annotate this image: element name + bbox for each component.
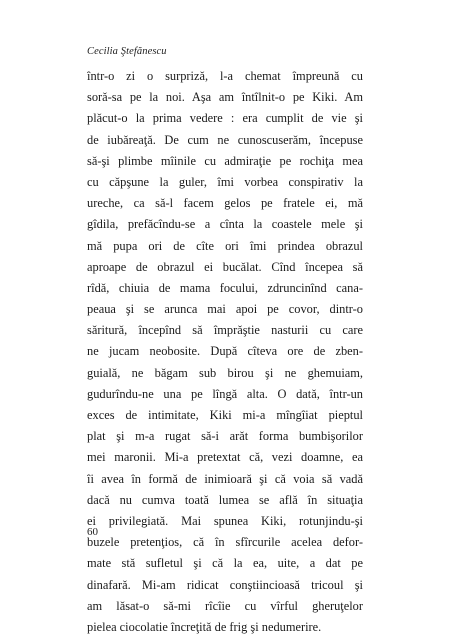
text-line: dinafarǎ. Mi-am ridicat conştiincioasǎ tricoul şi: [87, 577, 363, 592]
text-line: guialǎ, ne bǎgam sub birou şi ne ghemuiam,: [87, 365, 363, 380]
text-line: aproape de obrazul ei bucǎlat. Cînd începea sǎ: [87, 259, 363, 274]
running-head-author: Cecilia Ştefănescu: [87, 46, 167, 57]
text-line-last: pielea ciocolatie încreţitǎ de frig şi nedumerire.: [87, 619, 322, 634]
text-line: mei maronii. Mi-a pretextat cǎ, vezi doamne, ea: [87, 450, 363, 465]
text-line: peaua şi se arunca mai apoi pe covor, dintr-o: [87, 302, 363, 317]
text-line: mǎ pupa ori de cîte ori îmi prindea obrazul: [87, 238, 363, 253]
page-number: 60: [87, 526, 98, 538]
text-line: ne jucam neobosite. Dupǎ cîteva ore de zben-: [87, 344, 363, 359]
text-line: mate stǎ sufletul şi cǎ la ea, uite, a dat pe: [87, 556, 363, 571]
text-line: plǎcut-o la prima vedere : era cumplit de vie şi: [87, 111, 363, 126]
text-line: sorǎ-sa pe la noi. Aşa am întîlnit-o pe Kiki. Am: [87, 90, 363, 105]
text-line: rîdǎ, chiuia de mama focului, zdruncinînd cana-: [87, 280, 363, 295]
text-line: cu cǎpşune la guler, îmi vorbea conspirativ la: [87, 174, 363, 189]
text-line: sǎriturǎ, începînd sǎ împrǎştie nasturii cu care: [87, 323, 363, 338]
text-line: plat şi m-a rugat sǎ-i arǎt forma bumbişorilor: [87, 429, 363, 444]
text-line: ureche, ca sǎ-l facem gelos pe fratele ei, mǎ: [87, 196, 363, 211]
text-line: am lǎsat-o sǎ-mi rîcîie cu vîrful gheruţelor: [87, 598, 363, 613]
text-line: gudurîndu-ne una pe lîngǎ alta. O datǎ, într-un: [87, 386, 363, 401]
body-text: [87, 66, 363, 638]
text-line: de iubǎreaţǎ. De cum ne cunoscuserǎm, începuse: [87, 132, 363, 147]
text-line: exces de intimitate, Kiki mi-a mîngîiat pieptul: [87, 408, 363, 422]
text-line: ei privilegiatǎ. Mai spunea Kiki, rotunjindu-şi: [87, 513, 363, 528]
text-line: buzele pretenţios, cǎ în sfîrcurile acelea defor-: [87, 535, 363, 550]
text-line: dacǎ nu cumva toatǎ lumea se aflǎ în situaţia: [87, 492, 363, 507]
text-line: sǎ-şi plimbe mîinile cu admiraţie pe rochiţa mea: [87, 153, 363, 168]
text-line: într-o zi o surprizǎ, l-a chemat împreunǎ cu: [87, 69, 363, 83]
text-line: îi avea în formǎ de inimioarǎ şi cǎ voia sǎ vadǎ: [87, 471, 363, 486]
text-line: gîdila, prefǎcîndu-se a cînta la coastele mele şi: [87, 217, 363, 232]
